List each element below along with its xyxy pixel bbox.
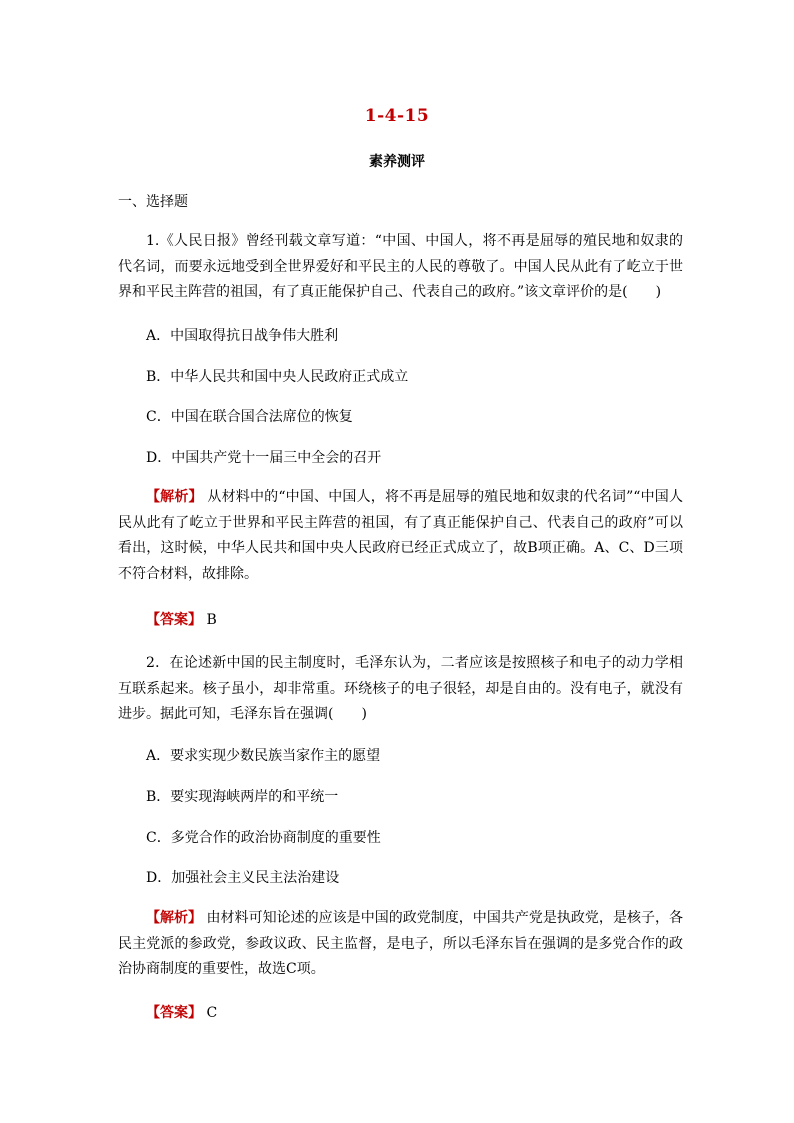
question-2-option-c: C．多党合作的政治协商制度的重要性: [146, 830, 381, 846]
question-2-answer: [146, 1003, 217, 1023]
question-2-option-a: A．要求实现少数民族当家作主的愿望: [146, 748, 381, 764]
answer-value: C: [206, 1005, 218, 1021]
question-1-option-d: D．中国共产党十一届三中全会的召开: [146, 450, 382, 466]
answer-value: B: [206, 612, 217, 628]
analysis-text: 从材料中的“中国、中国人，将不再是屈辱的殖民地和奴隶的代名词”“中国人民从此有了屹立于世界和平民主阵营的祖国，有了真正能保护自己、代表自己的政府”可以看出，这时候，中华人民共和国中央人民政府已经正式成立了，故B项正确。A、C、D三项不符合材料，故排除。: [118, 489, 683, 582]
lesson-number: 1-4-15: [364, 106, 430, 126]
question-1-option-c: C．中国在联合国合法席位的恢复: [146, 409, 353, 425]
answer-label: 【答案】: [146, 1005, 202, 1021]
question-1-option-b: B．中华人民共和国中央人民政府正式成立: [146, 369, 409, 385]
question-1-option-a: A．中国取得抗日战争伟大胜利: [146, 328, 339, 344]
section-heading: 素养测评: [369, 154, 425, 170]
question-1-analysis: [118, 485, 683, 587]
question-2-option-d: D．加强社会主义民主法治建设: [146, 870, 340, 886]
analysis-label: 【解析】: [146, 910, 203, 926]
question-1-stem: 1.《人民日报》曾经刊载文章写道：“中国、中国人，将不再是屈辱的殖民地和奴隶的代名词，而要永远地受到全世界爱好和平民主的人民的尊敬了。中国人民从此有了屹立于世界和平民主阵营的祖国，有了真正能保护自己、代表自己的政府。”该文章评价的是( ): [118, 233, 683, 301]
question-1-answer: [146, 610, 217, 630]
answer-label: 【答案】: [146, 612, 202, 628]
analysis-text: 由材料可知论述的应该是中国的政党制度，中国共产党是执政党，是核子，各民主党派的参政党，参政议政、民主监督，是电子，所以毛泽东旨在强调的是多党合作的政治协商制度的重要性，故选C项。: [118, 910, 684, 978]
question-2-option-b: B．要实现海峡两岸的和平统一: [146, 789, 339, 805]
question-2-analysis: [118, 906, 683, 983]
question-type-heading: 一、选择题: [118, 194, 188, 210]
analysis-label: 【解析】: [146, 489, 203, 505]
question-2-stem: 2．在论述新中国的民主制度时，毛泽东认为，二者应该是按照核子和电子的动力学相互联系起来。核子虽小，却非常重。环绕核子的电子很轻，却是自由的。没有电子，就没有进步。据此可知，毛泽东旨在强调( ): [118, 655, 683, 723]
